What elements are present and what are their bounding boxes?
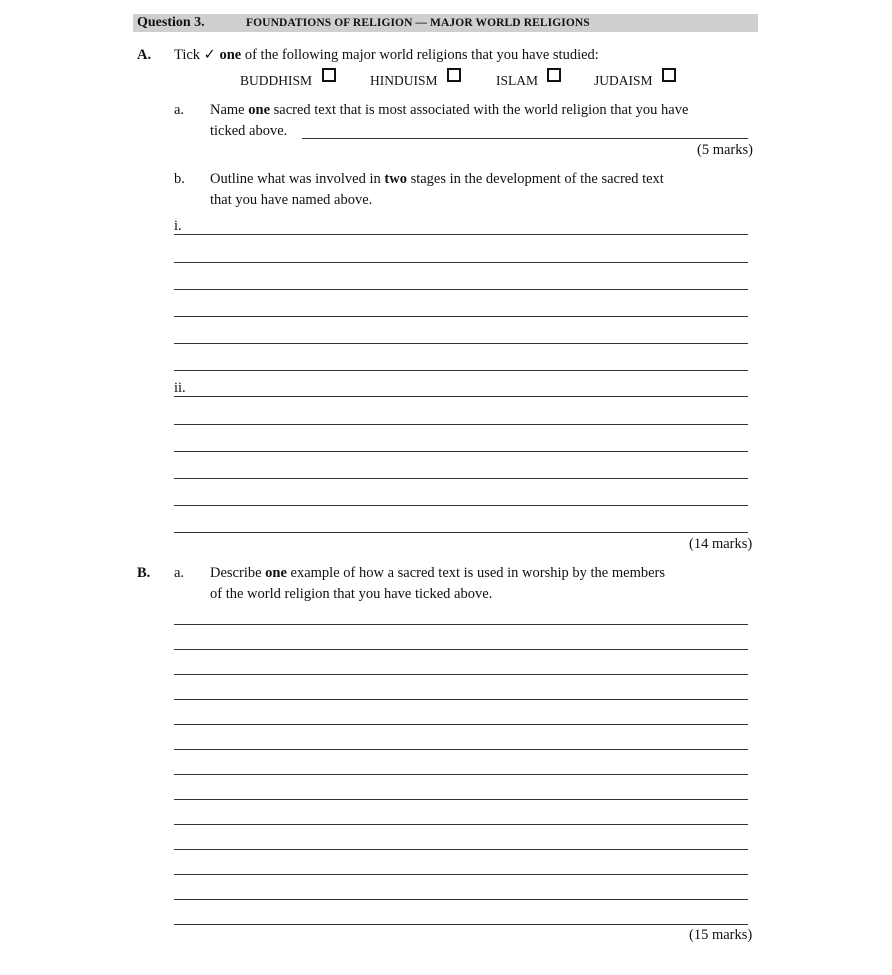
part-b-a-label: a. — [174, 565, 185, 581]
answer-line[interactable] — [174, 724, 748, 725]
part-a-a-question-line2: ticked above. — [210, 123, 288, 139]
answer-line[interactable] — [174, 749, 748, 750]
part-a-b-label: b. — [174, 171, 185, 187]
answer-line[interactable] — [174, 289, 748, 290]
part-a-a-question: Name one sacred text that is most associated with the world religion that you have — [210, 102, 689, 118]
option-islam-label: ISLAM — [496, 73, 539, 88]
answer-line[interactable] — [174, 899, 748, 900]
answer-line[interactable] — [174, 424, 748, 425]
part-b-a-question: Describe one example of how a sacred text is used in worship by the members — [210, 565, 666, 581]
section-a-instruction: Tick ✓ one of the following major world religions that you have studied: — [174, 47, 599, 63]
section-a-label: A. — [137, 47, 152, 63]
option-hinduism-label: HINDUISM — [370, 73, 438, 88]
answer-line[interactable] — [174, 505, 748, 506]
part-b-a-question-line2: of the world religion that you have ticked above. — [210, 586, 493, 602]
part-a-b-question-line2: that you have named above. — [210, 192, 373, 208]
question-number: Question 3. — [137, 15, 205, 30]
answer-line[interactable] — [174, 478, 748, 479]
marks-label: (5 marks) — [697, 142, 753, 158]
answer-line[interactable] — [174, 262, 748, 263]
answer-line[interactable] — [174, 316, 748, 317]
sub-item-ii-label: ii. — [174, 380, 186, 396]
answer-line[interactable] — [174, 624, 748, 625]
part-a-b-question: Outline what was involved in two stages in the development of the sacred text — [210, 171, 664, 187]
answer-line[interactable] — [174, 924, 748, 925]
question-title: FOUNDATIONS OF RELIGION — MAJOR WORLD RELIGIONS — [246, 17, 590, 29]
answer-line[interactable] — [174, 699, 748, 700]
option-judaism-checkbox[interactable] — [662, 68, 676, 82]
answer-line[interactable] — [174, 774, 748, 775]
marks-label: (14 marks) — [689, 536, 753, 552]
answer-line[interactable] — [174, 396, 748, 397]
option-judaism-label: JUDAISM — [594, 73, 653, 88]
sub-item-i-label: i. — [174, 218, 182, 234]
option-hinduism-checkbox[interactable] — [447, 68, 461, 82]
part-a-a-label: a. — [174, 102, 185, 118]
answer-line[interactable] — [174, 234, 748, 235]
answer-line[interactable] — [302, 138, 748, 139]
answer-line[interactable] — [174, 799, 748, 800]
answer-line[interactable] — [174, 532, 748, 533]
answer-line[interactable] — [174, 674, 748, 675]
answer-line[interactable] — [174, 370, 748, 371]
option-buddhism-label: BUDDHISM — [240, 73, 313, 88]
marks-label: (15 marks) — [689, 927, 753, 943]
answer-line[interactable] — [174, 874, 748, 875]
answer-line[interactable] — [174, 451, 748, 452]
answer-line[interactable] — [174, 343, 748, 344]
option-islam-checkbox[interactable] — [547, 68, 561, 82]
answer-line[interactable] — [174, 824, 748, 825]
section-b-label: B. — [137, 565, 151, 581]
answer-line[interactable] — [174, 849, 748, 850]
answer-line[interactable] — [174, 649, 748, 650]
option-buddhism-checkbox[interactable] — [322, 68, 336, 82]
